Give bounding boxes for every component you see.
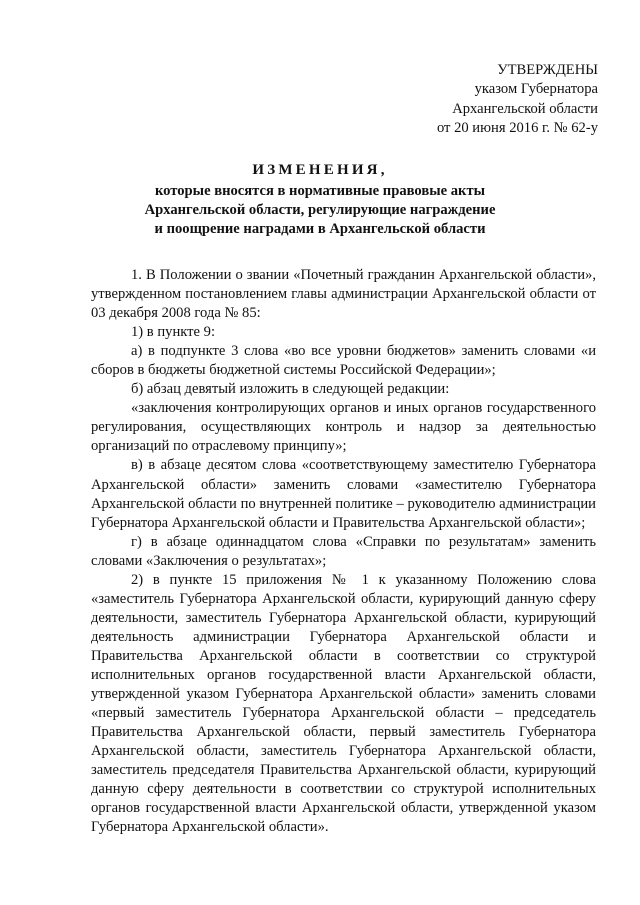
document-title: ИЗМЕНЕНИЯ, — [252, 162, 388, 178]
paragraph-subitem-v: в) в абзаце десятом слова «соответствующему заместителю Губернатора Архангельской области» заменить словами «заместителю Губернатора Архангельской области по внутренней политике – руководителю администрации Губернатора Архангельской области и Правительства Архангельской области»; — [91, 457, 596, 531]
paragraph-item-1: 1. В Положении о звании «Почетный гражданин Архангельской области», утвержденном постановлением главы администрации Архангельской области от 03 декабря 2008 года № 85: — [91, 267, 596, 322]
document-subtitle-line-3: и поощрение наградами в Архангельской области — [154, 221, 486, 238]
document-subtitle-line-2: Архангельской области, регулирующие награждение — [144, 202, 496, 219]
paragraph-subitem-g: г) в абзаце одиннадцатом слова «Справки по результатам» заменить словами «Заключения о результатах»; — [91, 533, 596, 569]
approval-region: Архангельской области — [452, 100, 598, 117]
paragraph-subitem-1: 1) в пункте 9: — [131, 324, 216, 341]
document-subtitle-line-1: которые вносятся в нормативные правовые акты — [154, 183, 486, 199]
document-heading — [0, 160, 640, 240]
approval-stamp — [338, 61, 598, 139]
paragraph-subitem-a: а) в подпункте 3 слова «во все уровни бюджетов» заменить словами «и сборов в бюджеты бюджетной системы Российской Федерации»; — [91, 343, 596, 379]
approval-date-number: от 20 июня 2016 г. № 62-у — [436, 120, 598, 137]
document-body — [91, 266, 596, 837]
paragraph-subitem-b: б) абзац девятый изложить в следующей редакции: — [131, 381, 450, 398]
approval-status: УТВЕРЖДЕНЫ — [497, 62, 598, 78]
paragraph-quote-b: «заключения контролирующих органов и иных органов государственного регулирования, осуществляющих контроль и надзор за деятельностью организаций по отраслевому принципу»; — [91, 400, 596, 455]
approval-decree: указом Губернатора — [474, 81, 598, 98]
paragraph-subitem-2: 2) в пункте 15 приложения № 1 к указанному Положению слова «заместитель Губернатора Архангельской области, курирующий данную сферу деятельности, заместитель Губернатора Архангельской области, курирующий деятельность администрации Губернатора Архангельской области и Правительства Архангельской области в соответствии со структурой исполнительных органов государственной власти Архангельской области, утвержденной указом Губернатора Архангельской области» заменить словами «первый заместитель Губернатора Архангельской области – председатель Правительства Архангельской области, первый заместитель Губернатора Архангельской области, заместитель Губернатора Архангельской области, заместитель председателя Правительства Архангельской области, курирующий данную сферу деятельности в соответствии со структурой исполнительных органов государственной власти Архангельской области, утвержденной указом Губернатора Архангельской области». — [91, 571, 596, 836]
